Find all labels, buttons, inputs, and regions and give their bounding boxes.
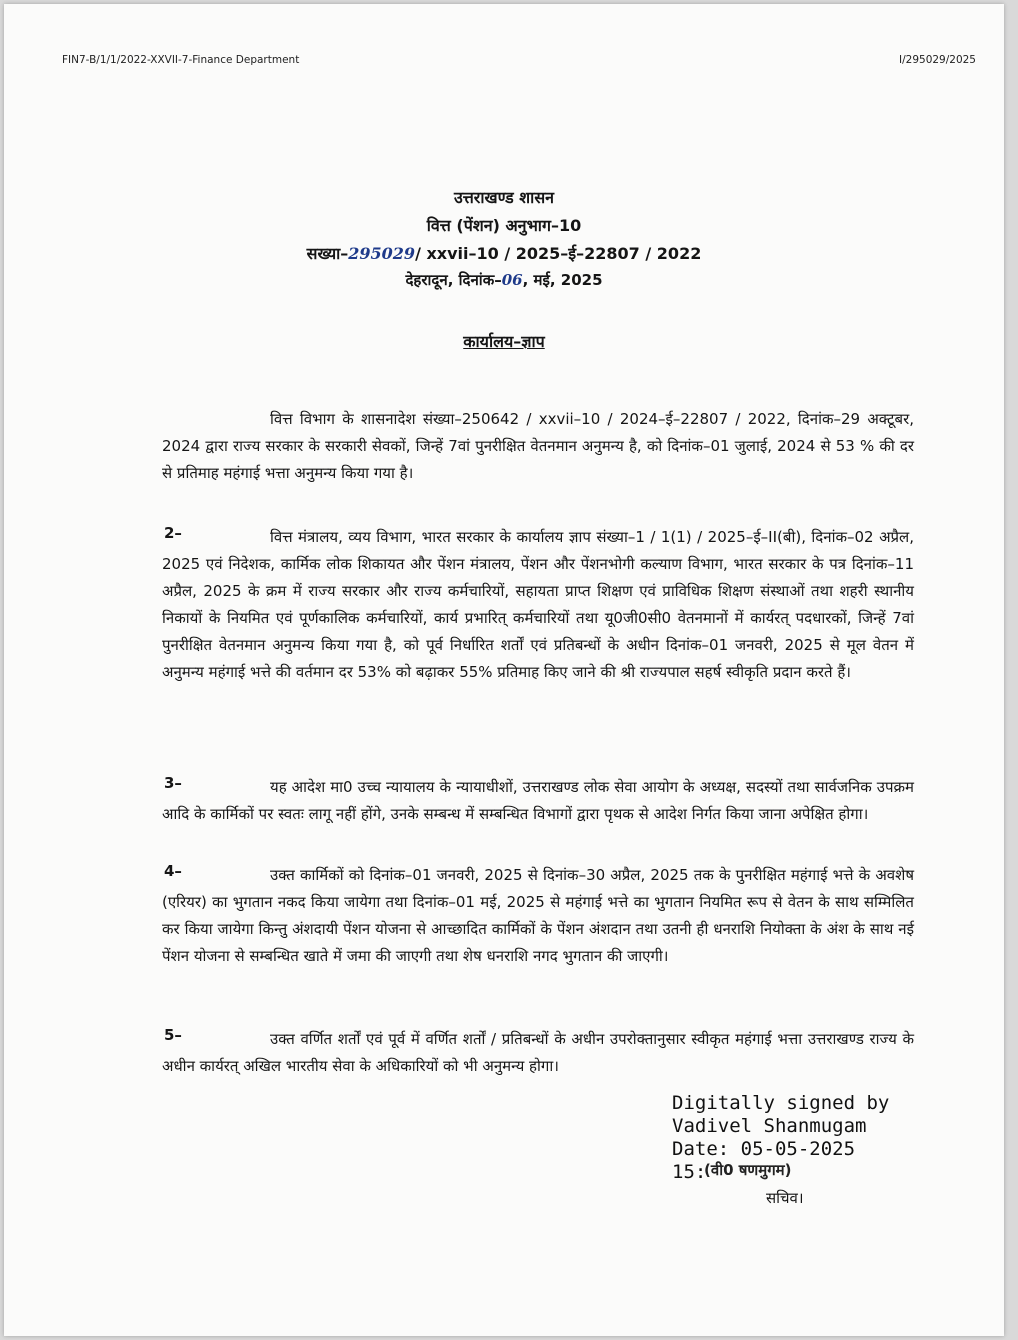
paragraph-number-5: 5– [164, 1026, 182, 1044]
order-date [4, 270, 1004, 290]
signatory-designation: सचिव। [766, 1189, 804, 1207]
memo-title: कार्यालय–ज्ञाप [463, 332, 545, 351]
date-suffix: , मई, 2025 [522, 271, 603, 289]
paragraph-4: उक्त कार्मिकों को दिनांक–01 जनवरी, 2025 से दिनांक–30 अप्रैल, 2025 तक के पुनरीक्षित महंगाई भत्ते के अवशेष (एरियर) का भुगतान नकद किया जायेगा तथा दिनांक–01 मई, 2025 से महंगाई भत्ते का भुगतान नियमित रूप से वेतन के साथ सम्मिलित कर किया जायेगा किन्तु अंशदायी पेंशन योजना से आच्छादित कार्मिकों के पेंशन अंशदान तथा उतनी ही धनराशि नियोक्ता के अंश के साथ नई पेंशन योजना से सम्बन्धित खाते में जमा की जाएगी तथा शेष धनराशि नगद भुगतान की जाएगी। [162, 866, 914, 965]
govt-heading: उत्तराखण्ड शासन [453, 188, 555, 207]
date-prefix: देहरादून, दिनांक– [405, 271, 502, 289]
paragraph-2: वित्त मंत्रालय, व्यय विभाग, भारत सरकार के कार्यालय ज्ञाप संख्या–1 / 1(1) / 2025–ई–II(बी), दिनांक–02 अप्रैल, 2025 एवं निदेशक, कार्मिक लोक शिकायत और पेंशन मंत्रालय, पेंशन और पेंशनभोगी कल्याण विभाग, भारत सरकार के पत्र दिनांक–11 अप्रैल, 2025 के क्रम में राज्य सरकार और राज्य कर्मचारियों, सहायता प्राप्त शिक्षण एवं प्राविधिक शिक्षण संस्थाओं तथा शहरी स्थानीय निकायों के नियमित एवं पूर्णकालिक कर्मचारियों, कार्य प्रभारित् कर्मचारियों तथा यू0जी0सी0 वेतनमानों में कार्यरत् पदधारकों, जिन्हें 7वां पुनरीक्षित वेतनमान अनुमन्य किया गया है, को पूर्व निर्धारित शर्तों एवं प्रतिबन्धों के अधीन दिनांक–01 जनवरी, 2025 से मूल वेतन में अनुमन्य महंगाई भत्ते की वर्तमान दर 53% को बढ़ाकर 55% प्रतिमाह किए जाने की श्री राज्यपाल सहर्ष स्वीकृति प्रदान करते हैं। [162, 528, 914, 681]
file-reference: FIN7-B/1/1/2022-XXVII-7-Finance Department [62, 54, 300, 66]
order-number-rest: / xxvii–10 / 2025–ई–22807 / 2022 [415, 244, 702, 263]
digital-signature: Digitally signed by Vadivel Shanmugam Date: 05-05-2025 15: [672, 1092, 890, 1183]
department-heading: वित्त (पेंशन) अनुभाग–10 [426, 216, 582, 235]
paragraph-number-4: 4– [164, 862, 182, 880]
paragraph-5: उक्त वर्णित शर्तों एवं पूर्व में वर्णित शर्तों / प्रतिबन्धों के अधीन उपरोक्तानुसार स्वीकृत महंगाई भत्ता उत्तराखण्ड राज्य के अधीन कार्यरत् अखिल भारतीय सेवा के अधिकारियों को भी अनुमन्य होगा। [162, 1030, 914, 1075]
handwritten-number: 295029 [348, 244, 416, 263]
paragraph-1: वित्त विभाग के शासनादेश संख्या–250642 / xxvii–10 / 2024–ई–22807 / 2022, दिनांक–29 अक्टूबर, 2024 द्वारा राज्य सरकार के सरकारी सेवकों, जिन्हें 7वां पुनरीक्षित वेतनमान अनुमन्य है, को दिनांक–01 जुलाई, 2024 से 53 % की दर से प्रतिमाह महंगाई भत्ता अनुमन्य किया गया है। [162, 410, 914, 482]
paragraph-3: यह आदेश मा0 उच्च न्यायालय के न्यायाधीशों, उत्तराखण्ड लोक सेवा आयोग के अध्यक्ष, सदस्यों तथा सार्वजनिक उपक्रम आदि के कार्मिकों पर स्वतः लागू नहीं होंगे, उनके सम्बन्ध में सम्बन्धित विभागों द्वारा पृथक से आदेश निर्गत किया जाना अपेक्षित होगा। [162, 778, 914, 823]
paragraph-number-2: 2– [164, 524, 182, 542]
paragraph-number-3: 3– [164, 774, 182, 792]
order-number [4, 242, 1004, 264]
signatory-name: (वी0 षणमुगम) [704, 1161, 792, 1179]
document-page [4, 4, 1004, 1336]
document-id: I/295029/2025 [899, 54, 976, 66]
handwritten-date: 06 [501, 271, 523, 289]
order-number-label: सख्या– [306, 244, 349, 263]
